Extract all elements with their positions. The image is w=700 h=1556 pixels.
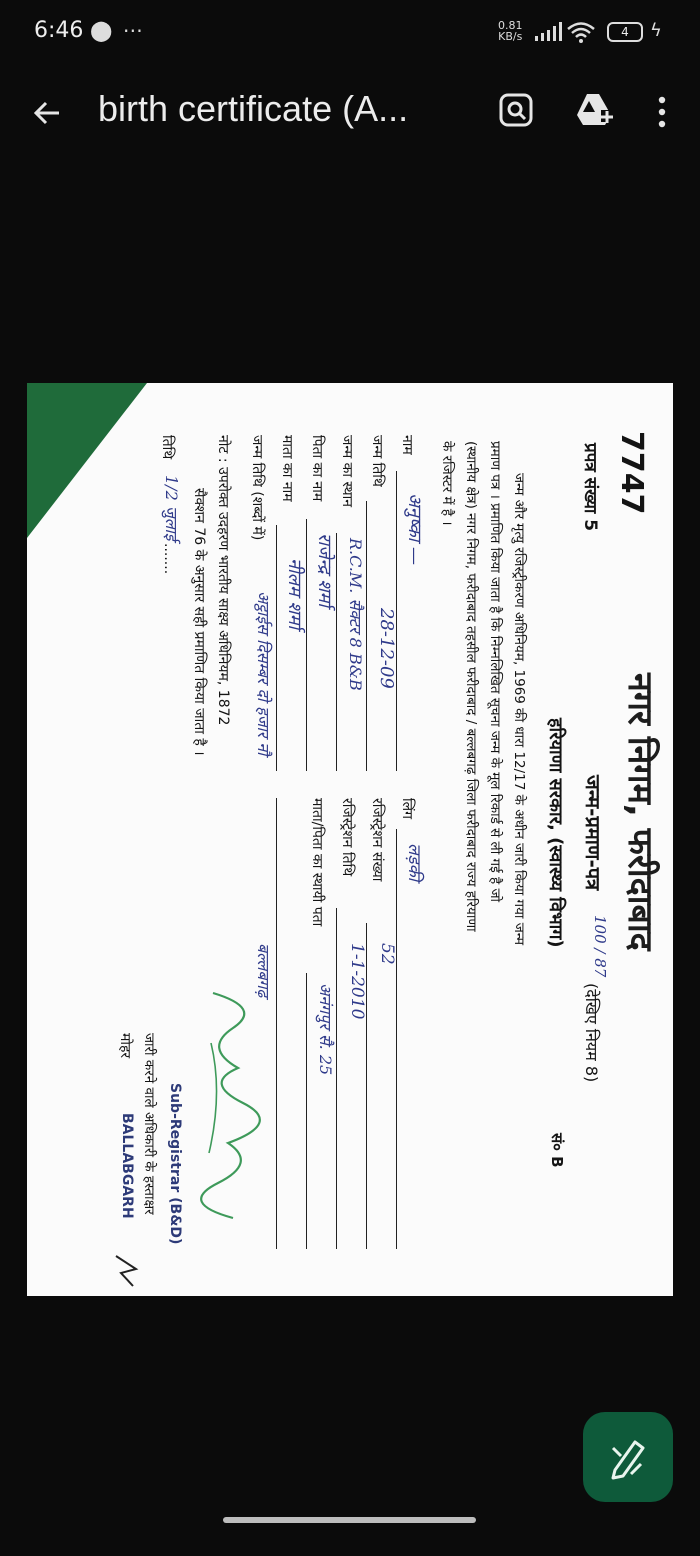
app-bar [0, 70, 700, 150]
signal-icon [534, 22, 564, 42]
form-number: प्रपत्र संख्या 5 [580, 443, 600, 532]
charging-icon: ϟ [650, 20, 662, 41]
stamp-place: BALLABGARH [119, 1113, 135, 1219]
edit-pen-icon [583, 1412, 673, 1502]
dob-value: 28-12-09 [376, 608, 397, 689]
certificate-title: नगर निगम, फरीदाबाद [620, 673, 660, 951]
address-second-line [276, 798, 277, 1249]
permanent-address-line [306, 973, 307, 1249]
birth-place-label: जन्म का स्थान [339, 435, 355, 507]
notification-icons: ⬤ ⋯ [90, 18, 145, 42]
name-value: अनुष्का — [404, 493, 425, 565]
add-to-drive-button[interactable] [575, 92, 615, 128]
certificate-number: 100 / 87 [591, 915, 609, 978]
permanent-address-label: माता/पिता का स्थायी पता [309, 798, 325, 927]
gender-value: लड़की [404, 843, 424, 882]
rule-reference: (देखिए नियम 8) [582, 983, 601, 1083]
document-page[interactable] [27, 383, 673, 1296]
network-speed [498, 20, 523, 42]
issue-date-value: 1/2 जुलाई [162, 475, 181, 541]
gender-line [396, 829, 397, 1249]
gender-label: लिंग [399, 798, 415, 819]
document-title: birth certificate (A... [98, 88, 409, 129]
address-second-value: बल्लबगढ़ [254, 943, 273, 998]
serial-number: 7747 [614, 431, 649, 515]
stamp-title: Sub-Registrar (B&D) [167, 1083, 183, 1245]
registration-date-value: 1-1-2010 [347, 943, 367, 1020]
more-vertical-icon [650, 92, 674, 132]
official-signature [193, 983, 273, 1223]
intro-line-4: के रजिस्टर में है । [439, 441, 455, 526]
dob-label: जन्म तिथि [369, 435, 385, 487]
more-options-button[interactable] [650, 92, 674, 132]
network-speed-unit: KB/s [498, 30, 523, 43]
permanent-address-value: अनंगपुर सै. 25 [316, 983, 335, 1076]
arrow-left-icon [32, 98, 62, 128]
lens-button[interactable] [498, 92, 534, 128]
intro-line-3: (स्थानीय क्षेत्र) नगर निगम, फरीदाबाद तहसील फरीदाबाद / बल्लबगढ़ जिला फरीदाबाद राज्य हरियाणा [463, 441, 479, 932]
certificate-content [27, 383, 673, 1296]
father-name-value: राजेन्द्र शर्मा [314, 533, 335, 607]
dob-words-value: अट्ठाईस दिसम्बर दो हजार नौ [254, 591, 273, 756]
registration-number-value: 52 [377, 943, 397, 965]
birth-place-value: R.C.M. सैक्टर 8 B&B [346, 538, 365, 691]
edit-fab-button[interactable] [583, 1412, 673, 1502]
intro-line-2: प्रमाण पत्र । प्रमाणित किया जाता है कि निम्नलिखित सूचना जन्म के मूल रिकार्ड से ली गई है जो [487, 441, 503, 902]
gesture-navigation-bar[interactable] [223, 1517, 476, 1523]
issue-date-dots: ....... [161, 543, 177, 575]
intro-line-1: जन्म और मृत्यु रजिस्ट्रीकरण अधिनियम, 1969 की धारा 12/17 के अधीन जारी किया गया जन्म [511, 473, 527, 946]
father-name-label: पिता का नाम [309, 435, 325, 502]
registration-date-line [336, 908, 337, 1249]
battery-icon: 4 [607, 22, 643, 42]
wifi-icon [566, 20, 596, 44]
document-type: जन्म-प्रमाण-पत्र [581, 775, 605, 891]
issuer-signature-label: जारी करने वाले अधिकारी के हस्ताक्षर [141, 1033, 157, 1215]
mother-name-value: नीलम शर्मा [284, 558, 305, 630]
back-button[interactable] [22, 88, 72, 138]
registration-number-label: रजिस्ट्रेशन संख्या [369, 798, 385, 882]
drive-add-icon [575, 92, 615, 128]
network-speed-value: 0.81 [498, 19, 523, 32]
issue-date-label: तिथि [159, 435, 175, 460]
lens-search-icon [498, 92, 534, 128]
document-code: सं० B [548, 1133, 566, 1168]
note-line-2: सैक्शन 76 के अनुसार सही प्रमाणित किया जाता है । [191, 488, 207, 756]
note-line-1: नोट : उपरोक्त उदहरण भारतीय साक्ष्य अधिनियम, 1872 [215, 435, 231, 726]
dob-words-label: जन्म तिथि (शब्दों में) [249, 435, 265, 541]
initials-mark [111, 1251, 141, 1291]
mother-name-line [276, 525, 277, 771]
government-department: हरियाणा सरकार, (स्वास्थ्य विभाग) [545, 718, 566, 948]
status-time: 6:46 [34, 18, 84, 43]
name-label: नाम [399, 435, 415, 455]
registration-date-label: रजिस्ट्रेशन तिथि [339, 798, 355, 877]
status-bar [0, 0, 700, 70]
mother-name-label: माता का नाम [279, 435, 295, 502]
father-name-line [306, 519, 307, 771]
seal-label: मोहर [117, 1033, 133, 1059]
